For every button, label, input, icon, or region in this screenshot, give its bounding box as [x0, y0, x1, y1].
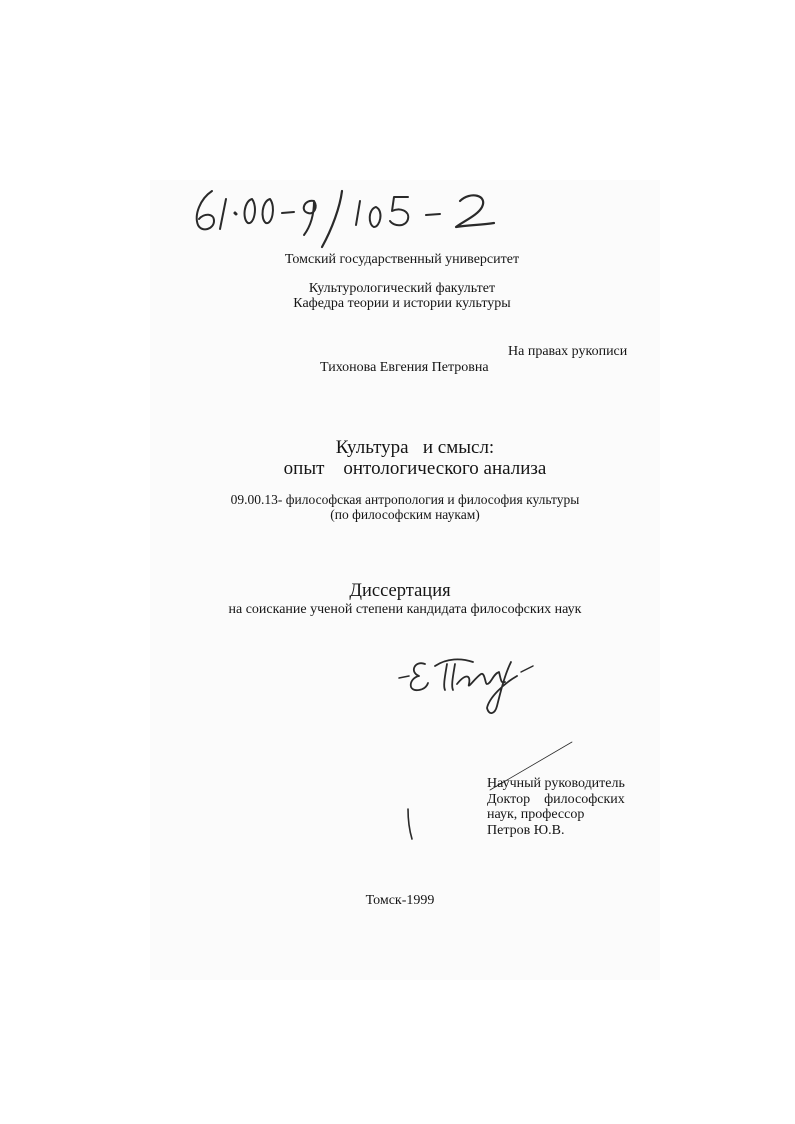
specialty-code: 09.00.13- философская антропология и философия культуры — [230, 492, 580, 507]
pen-mark-vertical — [400, 805, 420, 845]
supervisor-title: наук, профессор — [487, 807, 585, 822]
city-year: Томск-1999 — [365, 893, 435, 908]
dissertation-title-line2: опыт онтологического анализа — [283, 458, 547, 479]
author-name: Тихонова Евгения Петровна — [320, 360, 489, 375]
degree-line: на соискание ученой степени кандидата философских наук — [228, 602, 582, 617]
university-name: Томский государственный университет — [284, 252, 520, 267]
supervisor-degree: Доктор философских — [487, 792, 625, 807]
work-type: Диссертация — [349, 581, 451, 601]
manuscript-note: На правах рукописи — [508, 344, 628, 359]
dissertation-title-line1: Культура и смысл: — [335, 437, 495, 458]
supervisor-role: Научный руководитель — [487, 776, 625, 791]
supervisor-name: Петров Ю.В. — [487, 823, 565, 838]
faculty-name: Культурологический факультет — [308, 281, 496, 296]
author-signature — [395, 650, 545, 720]
specialty-field: (по философским наукам) — [330, 507, 480, 522]
department-name: Кафедра теории и истории культуры — [293, 296, 511, 311]
